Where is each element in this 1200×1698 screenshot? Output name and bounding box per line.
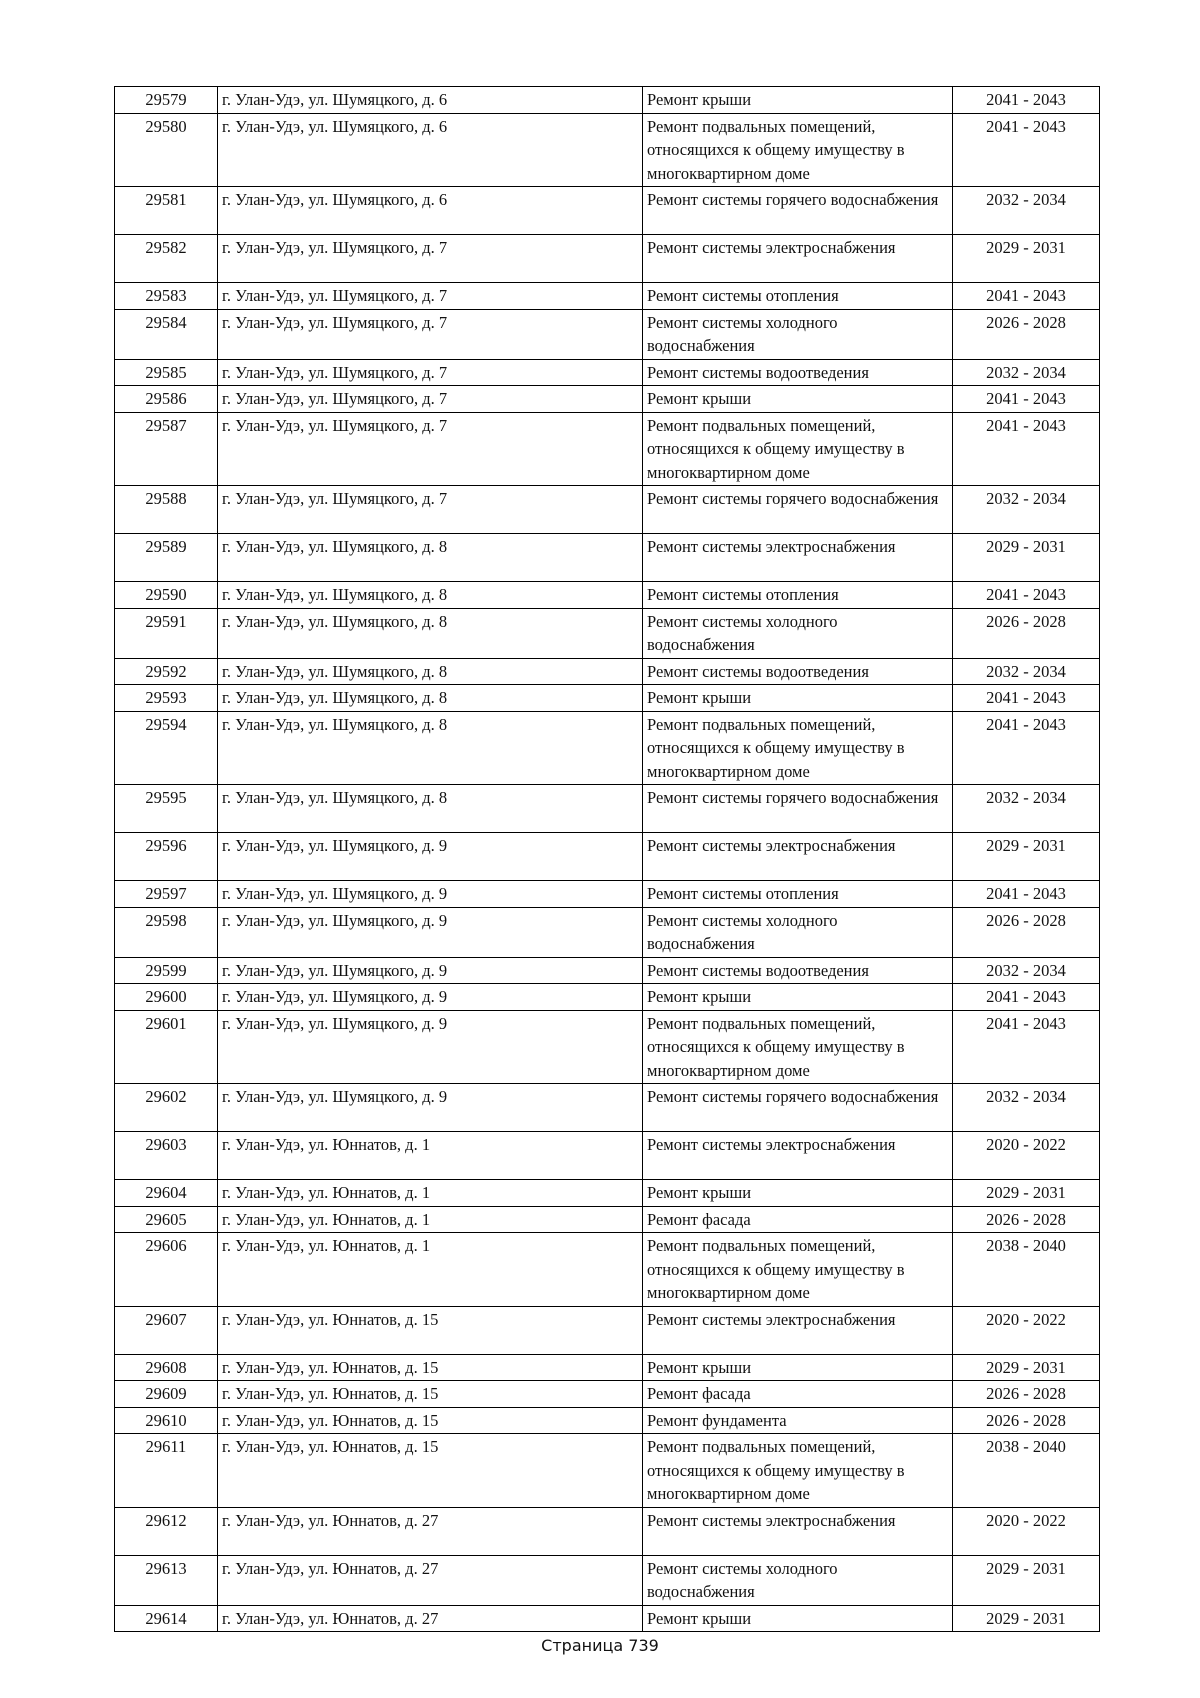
table-row — [115, 881, 1100, 908]
work-type-cell: Ремонт системы водоотведения — [643, 359, 953, 386]
table-row — [115, 359, 1100, 386]
period-cell: 2041 - 2043 — [953, 685, 1100, 712]
work-type-cell: Ремонт системы водоотведения — [643, 957, 953, 984]
address-cell: г. Улан-Удэ, ул. Шумяцкого, д. 8 — [218, 785, 643, 833]
address-cell: г. Улан-Удэ, ул. Шумяцкого, д. 7 — [218, 386, 643, 413]
work-type-cell: Ремонт крыши — [643, 1180, 953, 1207]
table-row — [115, 486, 1100, 534]
period-cell: 2041 - 2043 — [953, 87, 1100, 114]
page-number: Страница 739 — [541, 1636, 659, 1655]
row-number-cell: 29587 — [115, 412, 218, 486]
row-number-cell: 29598 — [115, 907, 218, 957]
work-type-cell: Ремонт крыши — [643, 1354, 953, 1381]
row-number-cell: 29607 — [115, 1306, 218, 1354]
address-cell: г. Улан-Удэ, ул. Шумяцкого, д. 8 — [218, 685, 643, 712]
row-number-cell: 29581 — [115, 187, 218, 235]
table-row — [115, 907, 1100, 957]
row-number-cell: 29604 — [115, 1180, 218, 1207]
address-cell: г. Улан-Удэ, ул. Шумяцкого, д. 7 — [218, 283, 643, 310]
table-row — [115, 283, 1100, 310]
work-type-cell: Ремонт крыши — [643, 685, 953, 712]
table-row — [115, 957, 1100, 984]
table-row — [115, 833, 1100, 881]
address-cell: г. Улан-Удэ, ул. Юннатов, д. 15 — [218, 1434, 643, 1508]
row-number-cell: 29613 — [115, 1555, 218, 1605]
table-row — [115, 87, 1100, 114]
table-row — [115, 658, 1100, 685]
row-number-cell: 29611 — [115, 1434, 218, 1508]
row-number-cell: 29594 — [115, 711, 218, 785]
table-row — [115, 412, 1100, 486]
work-type-cell: Ремонт системы холодного водоснабжения — [643, 309, 953, 359]
period-cell: 2038 - 2040 — [953, 1233, 1100, 1307]
work-type-cell: Ремонт системы электроснабжения — [643, 1306, 953, 1354]
period-cell: 2032 - 2034 — [953, 957, 1100, 984]
row-number-cell: 29590 — [115, 582, 218, 609]
address-cell: г. Улан-Удэ, ул. Шумяцкого, д. 7 — [218, 235, 643, 283]
address-cell: г. Улан-Удэ, ул. Юннатов, д. 1 — [218, 1233, 643, 1307]
address-cell: г. Улан-Удэ, ул. Шумяцкого, д. 9 — [218, 881, 643, 908]
address-cell: г. Улан-Удэ, ул. Шумяцкого, д. 7 — [218, 309, 643, 359]
work-type-cell: Ремонт подвальных помещений, относящихся к общему имуществу в многоквартирном доме — [643, 1233, 953, 1307]
address-cell: г. Улан-Удэ, ул. Шумяцкого, д. 9 — [218, 907, 643, 957]
table-row — [115, 309, 1100, 359]
row-number-cell: 29583 — [115, 283, 218, 310]
work-type-cell: Ремонт крыши — [643, 984, 953, 1011]
address-cell: г. Улан-Удэ, ул. Шумяцкого, д. 8 — [218, 534, 643, 582]
row-number-cell: 29580 — [115, 113, 218, 187]
address-cell: г. Улан-Удэ, ул. Шумяцкого, д. 7 — [218, 359, 643, 386]
work-type-cell: Ремонт системы электроснабжения — [643, 1132, 953, 1180]
table-row — [115, 1354, 1100, 1381]
address-cell: г. Улан-Удэ, ул. Шумяцкого, д. 9 — [218, 957, 643, 984]
period-cell: 2041 - 2043 — [953, 1010, 1100, 1084]
work-type-cell: Ремонт системы горячего водоснабжения — [643, 785, 953, 833]
period-cell: 2026 - 2028 — [953, 1407, 1100, 1434]
table-row — [115, 685, 1100, 712]
period-cell: 2029 - 2031 — [953, 235, 1100, 283]
row-number-cell: 29612 — [115, 1507, 218, 1555]
row-number-cell: 29610 — [115, 1407, 218, 1434]
period-cell: 2032 - 2034 — [953, 486, 1100, 534]
period-cell: 2029 - 2031 — [953, 1555, 1100, 1605]
period-cell: 2020 - 2022 — [953, 1507, 1100, 1555]
address-cell: г. Улан-Удэ, ул. Шумяцкого, д. 6 — [218, 113, 643, 187]
period-cell: 2041 - 2043 — [953, 984, 1100, 1011]
row-number-cell: 29602 — [115, 1084, 218, 1132]
table-row — [115, 1407, 1100, 1434]
address-cell: г. Улан-Удэ, ул. Шумяцкого, д. 8 — [218, 711, 643, 785]
row-number-cell: 29601 — [115, 1010, 218, 1084]
work-type-cell: Ремонт подвальных помещений, относящихся к общему имуществу в многоквартирном доме — [643, 711, 953, 785]
address-cell: г. Улан-Удэ, ул. Шумяцкого, д. 9 — [218, 1010, 643, 1084]
table-row — [115, 1555, 1100, 1605]
address-cell: г. Улан-Удэ, ул. Юннатов, д. 27 — [218, 1555, 643, 1605]
work-type-cell: Ремонт подвальных помещений, относящихся к общему имуществу в многоквартирном доме — [643, 113, 953, 187]
row-number-cell: 29589 — [115, 534, 218, 582]
row-number-cell: 29600 — [115, 984, 218, 1011]
address-cell: г. Улан-Удэ, ул. Шумяцкого, д. 8 — [218, 658, 643, 685]
period-cell: 2026 - 2028 — [953, 608, 1100, 658]
address-cell: г. Улан-Удэ, ул. Юннатов, д. 15 — [218, 1381, 643, 1408]
period-cell: 2029 - 2031 — [953, 1354, 1100, 1381]
work-type-cell: Ремонт системы горячего водоснабжения — [643, 187, 953, 235]
period-cell: 2029 - 2031 — [953, 534, 1100, 582]
period-cell: 2029 - 2031 — [953, 833, 1100, 881]
work-type-cell: Ремонт системы отопления — [643, 283, 953, 310]
address-cell: г. Улан-Удэ, ул. Юннатов, д. 1 — [218, 1206, 643, 1233]
row-number-cell: 29579 — [115, 87, 218, 114]
work-type-cell: Ремонт подвальных помещений, относящихся к общему имуществу в многоквартирном доме — [643, 1434, 953, 1508]
table-row — [115, 984, 1100, 1011]
address-cell: г. Улан-Удэ, ул. Шумяцкого, д. 9 — [218, 1084, 643, 1132]
table-row — [115, 386, 1100, 413]
address-cell: г. Улан-Удэ, ул. Шумяцкого, д. 8 — [218, 582, 643, 609]
work-type-cell: Ремонт системы электроснабжения — [643, 534, 953, 582]
period-cell: 2026 - 2028 — [953, 1206, 1100, 1233]
row-number-cell: 29582 — [115, 235, 218, 283]
table-row — [115, 1010, 1100, 1084]
row-number-cell: 29605 — [115, 1206, 218, 1233]
work-type-cell: Ремонт системы отопления — [643, 881, 953, 908]
work-type-cell: Ремонт фасада — [643, 1381, 953, 1408]
row-number-cell: 29603 — [115, 1132, 218, 1180]
row-number-cell: 29588 — [115, 486, 218, 534]
table-body — [115, 87, 1100, 1632]
work-type-cell: Ремонт крыши — [643, 1605, 953, 1632]
table-row — [115, 1381, 1100, 1408]
row-number-cell: 29591 — [115, 608, 218, 658]
work-type-cell: Ремонт системы горячего водоснабжения — [643, 486, 953, 534]
work-type-cell: Ремонт крыши — [643, 386, 953, 413]
row-number-cell: 29599 — [115, 957, 218, 984]
table-row — [115, 1507, 1100, 1555]
address-cell: г. Улан-Удэ, ул. Юннатов, д. 15 — [218, 1306, 643, 1354]
address-cell: г. Улан-Удэ, ул. Шумяцкого, д. 7 — [218, 486, 643, 534]
table-row — [115, 582, 1100, 609]
period-cell: 2041 - 2043 — [953, 412, 1100, 486]
table-row — [115, 187, 1100, 235]
period-cell: 2038 - 2040 — [953, 1434, 1100, 1508]
work-type-cell: Ремонт системы горячего водоснабжения — [643, 1084, 953, 1132]
address-cell: г. Улан-Удэ, ул. Юннатов, д. 27 — [218, 1605, 643, 1632]
table-row — [115, 235, 1100, 283]
period-cell: 2032 - 2034 — [953, 359, 1100, 386]
work-type-cell: Ремонт подвальных помещений, относящихся к общему имуществу в многоквартирном доме — [643, 412, 953, 486]
address-cell: г. Улан-Удэ, ул. Шумяцкого, д. 9 — [218, 984, 643, 1011]
row-number-cell: 29608 — [115, 1354, 218, 1381]
table-row — [115, 785, 1100, 833]
row-number-cell: 29593 — [115, 685, 218, 712]
period-cell: 2020 - 2022 — [953, 1306, 1100, 1354]
row-number-cell: 29584 — [115, 309, 218, 359]
work-type-cell: Ремонт системы водоотведения — [643, 658, 953, 685]
work-type-cell: Ремонт системы электроснабжения — [643, 833, 953, 881]
table-row — [115, 1233, 1100, 1307]
table-row — [115, 1132, 1100, 1180]
work-type-cell: Ремонт фасада — [643, 1206, 953, 1233]
work-type-cell: Ремонт системы холодного водоснабжения — [643, 907, 953, 957]
row-number-cell: 29609 — [115, 1381, 218, 1408]
work-type-cell: Ремонт системы холодного водоснабжения — [643, 608, 953, 658]
table-row — [115, 1306, 1100, 1354]
table-row — [115, 1434, 1100, 1508]
address-cell: г. Улан-Удэ, ул. Шумяцкого, д. 7 — [218, 412, 643, 486]
period-cell: 2032 - 2034 — [953, 187, 1100, 235]
table-row — [115, 711, 1100, 785]
address-cell: г. Улан-Удэ, ул. Юннатов, д. 1 — [218, 1132, 643, 1180]
period-cell: 2032 - 2034 — [953, 785, 1100, 833]
period-cell: 2041 - 2043 — [953, 711, 1100, 785]
work-type-cell: Ремонт крыши — [643, 87, 953, 114]
period-cell: 2029 - 2031 — [953, 1605, 1100, 1632]
address-cell: г. Улан-Удэ, ул. Шумяцкого, д. 8 — [218, 608, 643, 658]
table-row — [115, 1605, 1100, 1632]
work-type-cell: Ремонт системы электроснабжения — [643, 235, 953, 283]
row-number-cell: 29585 — [115, 359, 218, 386]
repair-schedule-table — [114, 86, 1100, 1632]
period-cell: 2029 - 2031 — [953, 1180, 1100, 1207]
period-cell: 2041 - 2043 — [953, 283, 1100, 310]
work-type-cell: Ремонт подвальных помещений, относящихся к общему имуществу в многоквартирном доме — [643, 1010, 953, 1084]
row-number-cell: 29597 — [115, 881, 218, 908]
row-number-cell: 29606 — [115, 1233, 218, 1307]
address-cell: г. Улан-Удэ, ул. Юннатов, д. 1 — [218, 1180, 643, 1207]
period-cell: 2020 - 2022 — [953, 1132, 1100, 1180]
work-type-cell: Ремонт системы электроснабжения — [643, 1507, 953, 1555]
work-type-cell: Ремонт системы холодного водоснабжения — [643, 1555, 953, 1605]
address-cell: г. Улан-Удэ, ул. Шумяцкого, д. 6 — [218, 187, 643, 235]
row-number-cell: 29592 — [115, 658, 218, 685]
period-cell: 2026 - 2028 — [953, 309, 1100, 359]
table-row — [115, 534, 1100, 582]
period-cell: 2041 - 2043 — [953, 582, 1100, 609]
period-cell: 2041 - 2043 — [953, 881, 1100, 908]
row-number-cell: 29586 — [115, 386, 218, 413]
row-number-cell: 29596 — [115, 833, 218, 881]
row-number-cell: 29595 — [115, 785, 218, 833]
address-cell: г. Улан-Удэ, ул. Шумяцкого, д. 6 — [218, 87, 643, 114]
period-cell: 2041 - 2043 — [953, 113, 1100, 187]
row-number-cell: 29614 — [115, 1605, 218, 1632]
table-row — [115, 1180, 1100, 1207]
period-cell: 2032 - 2034 — [953, 1084, 1100, 1132]
address-cell: г. Улан-Удэ, ул. Юннатов, д. 15 — [218, 1354, 643, 1381]
table-row — [115, 608, 1100, 658]
work-type-cell: Ремонт фундамента — [643, 1407, 953, 1434]
address-cell: г. Улан-Удэ, ул. Юннатов, д. 15 — [218, 1407, 643, 1434]
address-cell: г. Улан-Удэ, ул. Шумяцкого, д. 9 — [218, 833, 643, 881]
address-cell: г. Улан-Удэ, ул. Юннатов, д. 27 — [218, 1507, 643, 1555]
table-row — [115, 1084, 1100, 1132]
table-row — [115, 1206, 1100, 1233]
period-cell: 2026 - 2028 — [953, 907, 1100, 957]
period-cell: 2026 - 2028 — [953, 1381, 1100, 1408]
period-cell: 2032 - 2034 — [953, 658, 1100, 685]
table-row — [115, 113, 1100, 187]
period-cell: 2041 - 2043 — [953, 386, 1100, 413]
work-type-cell: Ремонт системы отопления — [643, 582, 953, 609]
